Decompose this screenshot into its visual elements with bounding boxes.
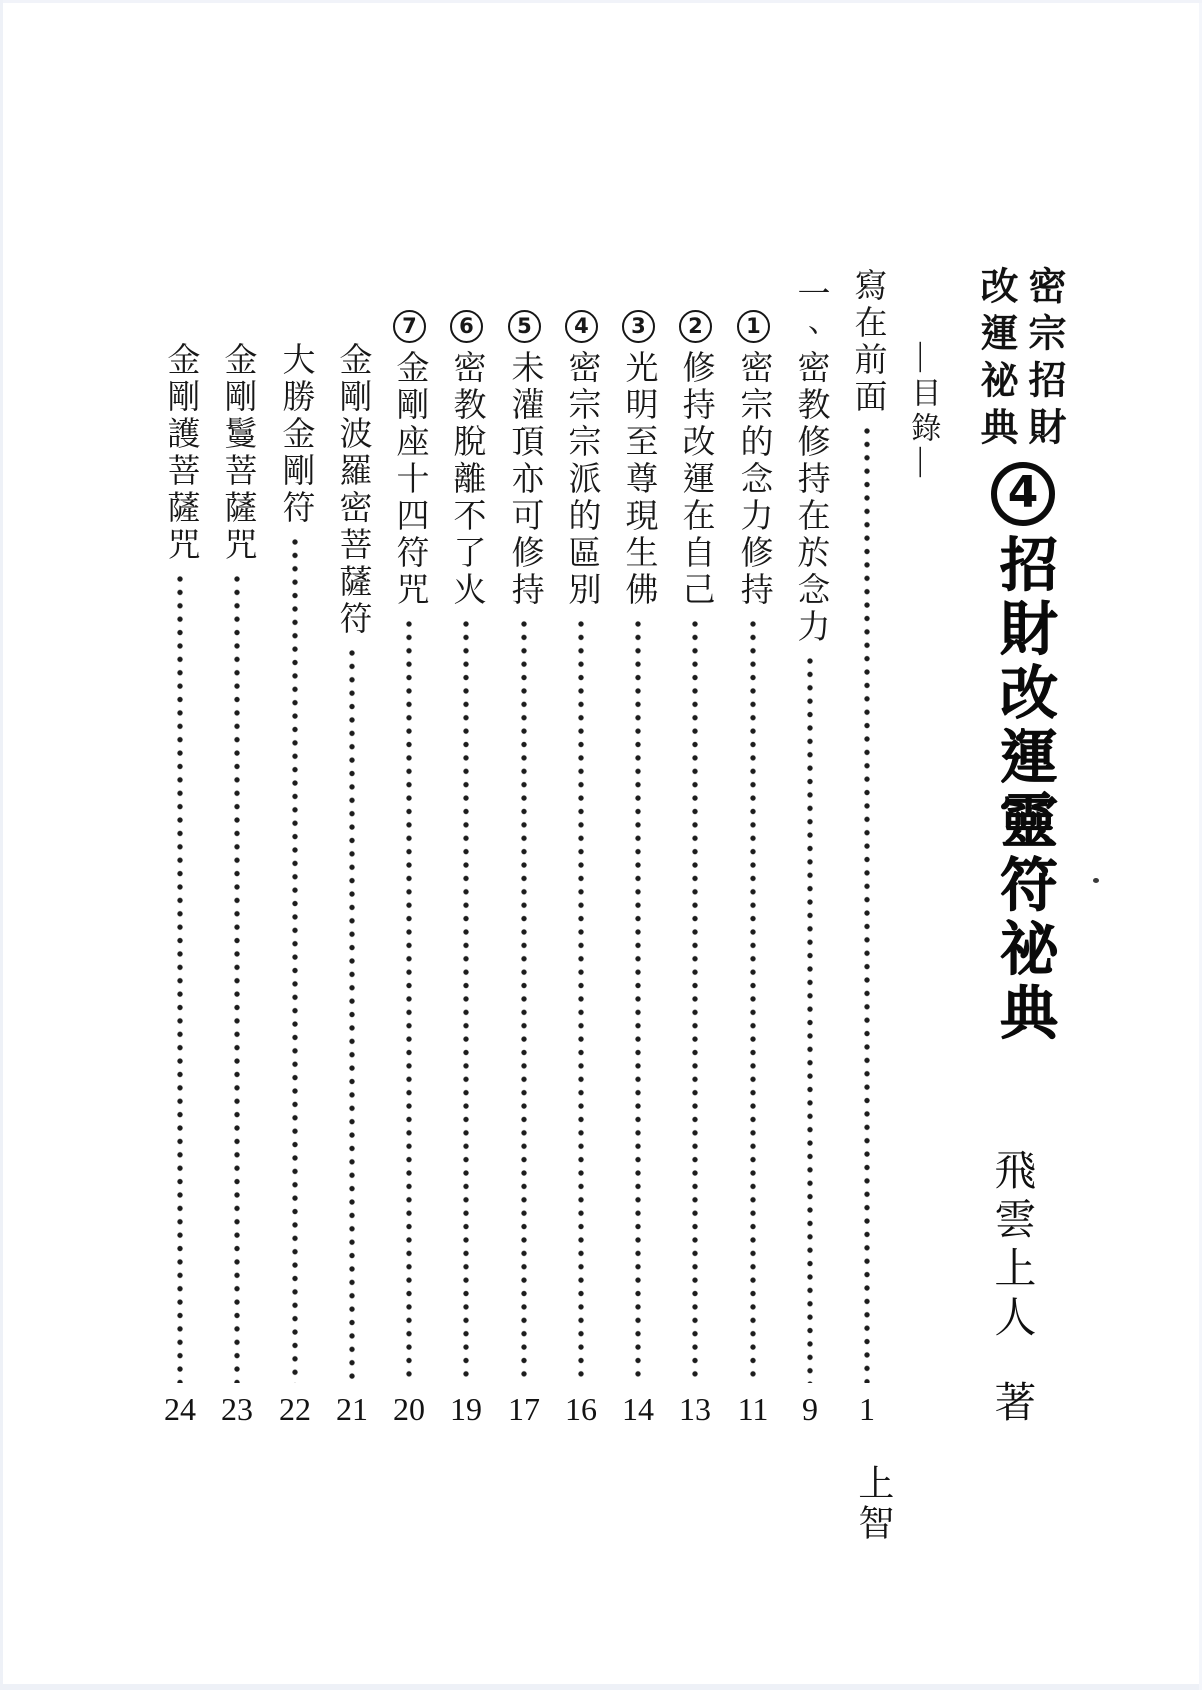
- toc-entry-label: 7金剛座十四符咒: [392, 310, 427, 609]
- circled-number: 5: [508, 310, 541, 343]
- dotted-leader: [578, 619, 584, 1383]
- toc-entry: [552, 310, 610, 1426]
- dotted-leader: [635, 619, 641, 1383]
- toc-entry-page-number: 1: [859, 1391, 875, 1427]
- series-title-line1: 密宗招財: [1022, 266, 1065, 454]
- toc-entry: [666, 310, 724, 1426]
- dotted-leader: [750, 619, 756, 1383]
- dotted-leader: [292, 537, 298, 1383]
- dotted-leader: [807, 656, 813, 1383]
- author-suffix: 著: [988, 1380, 1035, 1429]
- dotted-leader: [234, 574, 240, 1383]
- toc-entry: [380, 310, 438, 1426]
- publisher-mark: 上智: [853, 1464, 894, 1544]
- toc-entry-label: 3光明至尊現生佛: [621, 310, 656, 609]
- circled-number: 1: [737, 310, 770, 343]
- author-name: 飛雲上人: [988, 1148, 1035, 1344]
- toc-entry-page-number: 19: [450, 1391, 482, 1427]
- toc-entry-page-number: 22: [279, 1391, 311, 1427]
- toc-entry-page-number: 17: [508, 1391, 540, 1427]
- main-title: 招財改運靈符祕典: [990, 534, 1056, 1046]
- toc-header: ―目錄―: [906, 342, 940, 482]
- circled-number: 2: [679, 310, 712, 343]
- toc-entry: [323, 342, 381, 1426]
- circled-number: 4: [565, 310, 598, 343]
- dotted-leader: [692, 619, 698, 1383]
- toc-entry-label: 1密宗的念力修持: [736, 310, 771, 609]
- dotted-leader: [177, 574, 183, 1383]
- series-title-line2: 改運祕典: [974, 266, 1017, 454]
- toc-entry-label: 寫在前面: [849, 268, 886, 416]
- toc-entry: [151, 342, 209, 1426]
- scan-speck: [1093, 878, 1099, 883]
- toc-entry-page-number: 24: [164, 1391, 196, 1427]
- dotted-leader: [521, 619, 527, 1383]
- volume-number-badge: 4: [991, 462, 1055, 526]
- volume-title-block: [980, 462, 1066, 1046]
- toc-entry-label: 5未灌頂亦可修持: [507, 310, 542, 609]
- circled-number: 7: [393, 310, 426, 343]
- toc-entry: [781, 276, 839, 1426]
- dotted-leader: [864, 426, 870, 1383]
- toc-entry-page-number: 13: [679, 1391, 711, 1427]
- author: [988, 1148, 1033, 1429]
- toc-entry: [208, 342, 266, 1426]
- circled-number: 6: [450, 310, 483, 343]
- toc-entry: [724, 310, 782, 1426]
- toc-entry: [838, 268, 896, 1426]
- toc-entry-page-number: 20: [393, 1391, 425, 1427]
- toc-entry: [437, 310, 495, 1426]
- toc-entry-page-number: 11: [737, 1391, 769, 1427]
- toc-entry-label: 金剛鬘菩薩咒: [219, 342, 256, 564]
- toc-entry: [266, 342, 324, 1426]
- toc-entry-label: 一、密教修持在於念力: [792, 276, 829, 646]
- toc-entry-label: 4密宗宗派的區別: [564, 310, 599, 609]
- toc-entry-page-number: 14: [622, 1391, 654, 1427]
- dotted-leader: [463, 619, 469, 1383]
- toc-entry-label: 金剛護菩薩咒: [162, 342, 199, 564]
- toc-entry-page-number: 9: [802, 1391, 818, 1427]
- toc-entry-page-number: 16: [565, 1391, 597, 1427]
- toc-entry-label: 2修持改運在自己: [678, 310, 713, 609]
- toc-entry-label: 金剛波羅密菩薩符: [334, 342, 371, 638]
- toc-entry-label: 大勝金剛符: [277, 342, 314, 527]
- dotted-leader: [349, 648, 355, 1383]
- dotted-leader: [406, 619, 412, 1383]
- circled-number: 3: [622, 310, 655, 343]
- toc-entry-page-number: 21: [336, 1391, 368, 1427]
- toc-entry: [495, 310, 553, 1426]
- toc-entry-label: 6密教脫離不了火: [449, 310, 484, 609]
- toc-entry-page-number: 23: [221, 1391, 253, 1427]
- toc-entry: [609, 310, 667, 1426]
